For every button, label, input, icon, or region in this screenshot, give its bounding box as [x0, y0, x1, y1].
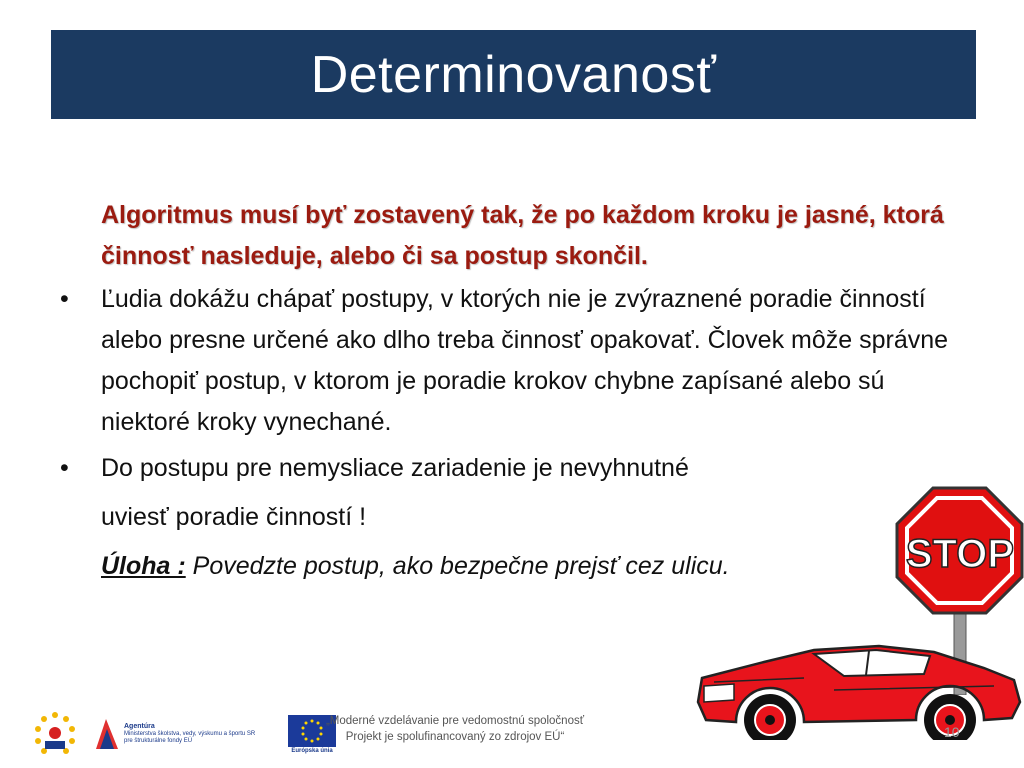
- bullet-dot: •: [60, 285, 69, 313]
- footer-text: [300, 713, 610, 745]
- eu-label: Európska únia: [291, 747, 333, 754]
- bullet-1-text: Ľudia dokážu chápať postupy, v ktorých nie je zvýraznené poradie činností alebo presne určené ako dlho treba činnosť opakovať. Človek môže správne pochopiť postup, v ktorom je poradie krokov chybne zapísané alebo sú niektoré kroky vynechané.: [101, 285, 949, 436]
- operational-program-logo-icon: [30, 709, 80, 759]
- task-text: Povedzte postup, ako bezpečne prejsť cez ulicu.: [185, 552, 730, 580]
- red-car-icon: [694, 640, 1024, 740]
- agency-line1: Ministerstva školstva, vedy, výskumu a športu SR: [124, 731, 256, 737]
- bullet-2: [60, 448, 861, 489]
- slide-content: [60, 195, 960, 587]
- stop-sign-text: STOP: [905, 532, 1015, 576]
- agency-name: Agentúra: [124, 723, 155, 730]
- agency-logo: [94, 717, 274, 751]
- bullet-dot: •: [60, 454, 69, 482]
- slide-title: Determinovanosť: [310, 45, 717, 104]
- title-bar: [51, 30, 976, 119]
- agency-text: [124, 723, 274, 745]
- bullet-1: [60, 279, 960, 443]
- page-number: 10: [944, 724, 960, 740]
- agency-line2: pre štrukturálne fondy EÚ: [124, 738, 193, 744]
- bullet-2-continuation: uviesť poradie činností !: [101, 503, 367, 531]
- task-line: [101, 546, 960, 587]
- bullet-2-text: Do postupu pre nemysliace zariadenie je nevyhnutné: [101, 454, 689, 482]
- footer-logos: [30, 706, 336, 762]
- intro-text: Algoritmus musí byť zostavený tak, že po každom kroku je jasné, ktorá činnosť nasleduje, alebo či sa postup skončil.: [101, 201, 944, 270]
- footer-text-line1: „Moderné vzdelávanie pre vedomostnú spoločnosť: [325, 715, 585, 727]
- task-label: Úloha :: [101, 552, 186, 580]
- agency-logo-icon: [94, 717, 120, 751]
- footer-text-line2: Projekt je spolufinancovaný zo zdrojov EÚ“: [345, 731, 565, 743]
